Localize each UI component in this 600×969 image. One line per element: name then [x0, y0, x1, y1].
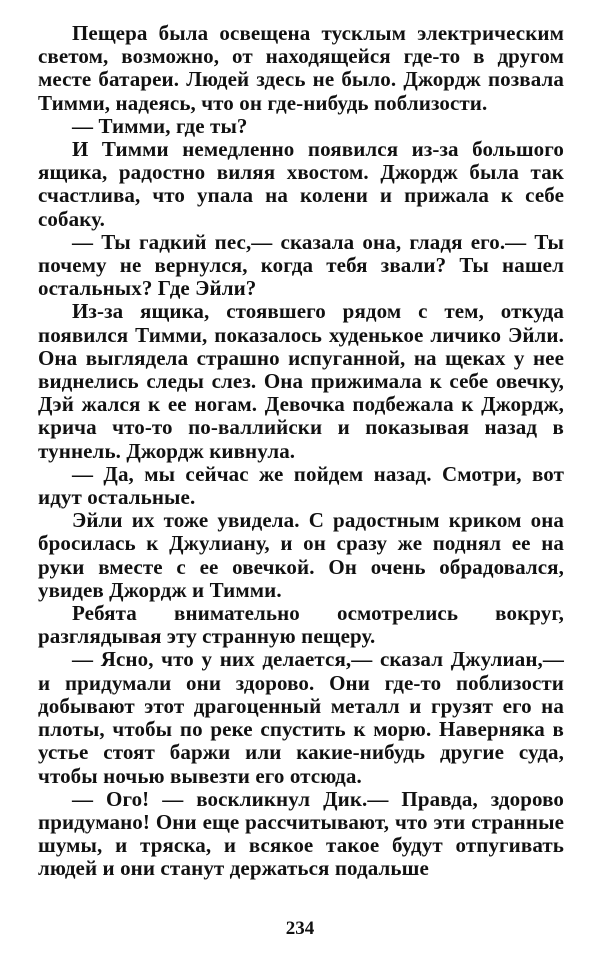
- paragraph-going-back: — Да, мы сейчас же пойдем назад. Смотри, вот идут остальные.: [38, 461, 564, 510]
- book-page-text: [38, 22, 564, 881]
- paragraph-cave-description: Пещера была освещена тусклым электрическим светом, возможно, от находящейся где-то в другом месте батареи. Людей здесь не было. Джордж позвала Тимми, надеясь, что он где-нибудь поблизости.: [38, 21, 564, 115]
- paragraph-julian-explains: — Ясно, что у них делается,— сказал Джулиан,— и придумали они здорово. Они где-то поблизости добывают этот драгоценный металл и грузят его на плоты, чтобы по реке спустить к морю. Наверняка в устье стоят баржи или какие-нибудь другие суда, чтобы ночью вывезти его отсюда.: [38, 647, 564, 788]
- paragraph-timmy-appears: И Тимми немедленно появился из-за большого ящика, радостно виляя хвостом. Джордж была так счастлива, что упала на колени и прижала к себе собаку.: [38, 137, 564, 231]
- paragraph-timmy-call: — Тимми, где ты?: [72, 113, 248, 138]
- paragraph-eily-appears: Из-за ящика, стоявшего рядом с тем, откуда появился Тимми, показалось худенькое личико Эйли. Она выглядела страшно испуганной, на щеках у нее виднелись следы слез. Она прижимала к себе овечку, Дэй жался к ее ногам. Девочка подбежала к Джордж, крича что-то по-валлийски и показывая назад в туннель. Джордж кивнула.: [38, 299, 564, 463]
- paragraph-look-around: Ребята внимательно осмотрелись вокруг, разглядывая эту странную пещеру.: [38, 601, 564, 649]
- page-number: 234: [285, 918, 315, 939]
- paragraph-eily-julian: Эйли их тоже увидела. С радостным криком она бросилась к Джулиану, и он сразу же поднял ее на руки вместе с ее овечкой. Он очень обрадовался, увидев Джордж и Тимми.: [38, 508, 564, 602]
- paragraph-dick-exclaims: — Ого! — воскликнул Дик.— Правда, здорово придумано! Они еще рассчитывают, что эти странные шумы, и тряска, и всякое такое будут отпугивать людей и они станут держаться подальше: [38, 786, 564, 881]
- paragraph-george-scolds: — Ты гадкий пес,— сказала она, гладя его.— Ты почему не вернулся, когда тебя звали? Ты нашел остальных? Где Эйли?: [38, 229, 564, 301]
